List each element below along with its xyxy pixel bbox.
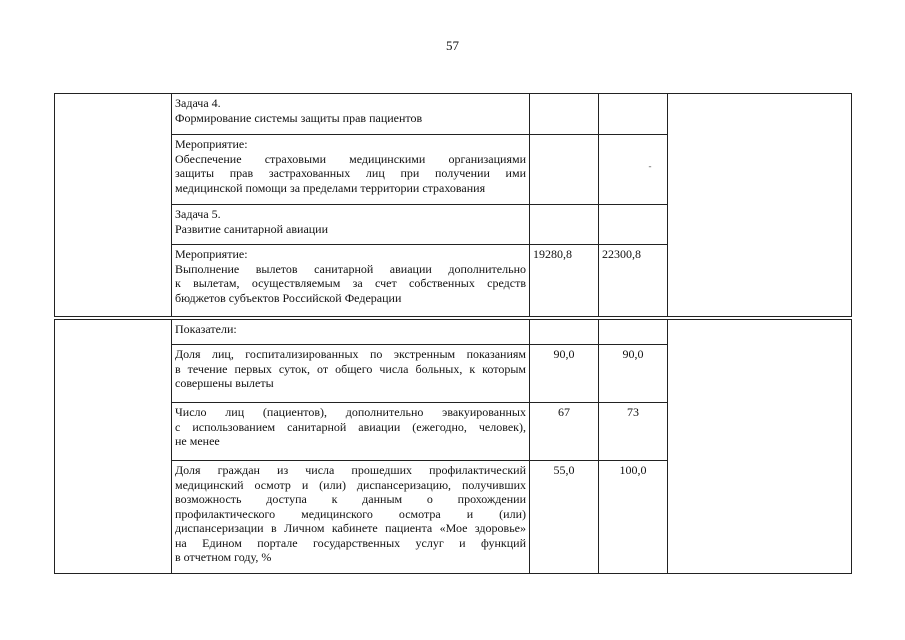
measure-1-cell [172,135,530,205]
indicator-1-line: Доля лиц, госпитализированных по экстренным показаниям [175,347,526,361]
table-row [55,94,852,135]
measure-1-label: Мероприятие: [175,137,248,151]
indicator-2-line: Число лиц (пациентов), дополнительно эвакуированных [175,405,526,419]
measure-2-line: к вылетам, осуществляемым за счет собственных средств [175,276,526,290]
indicator-3-line: в отчетном году, % [175,550,272,564]
value-cell [530,205,599,245]
value-cell: 90,0 [599,345,668,403]
right-cell [668,320,852,574]
value-cell: 19280,8 [530,245,599,317]
indicator-2-line: с использованием санитарной авиации (ежегодно, человек), [175,419,526,434]
task-4-text: Формирование системы защиты прав пациентов [175,110,423,125]
indicator-1-line: совершены вылеты [175,376,274,390]
indicator-3-line: на Едином портале государственных услуг и функций [175,535,526,550]
measure-2-line: бюджетов субъектов Российской Федерации [175,290,402,305]
value-cell: 22300,8 [599,245,668,317]
indicators-label: Показатели: [175,322,237,336]
indicator-3-line: профилактического медицинского осмотра и (или) [175,506,526,521]
value-cell [599,320,668,345]
measure-1-line: медицинской помощи за пределами территории страхования [175,180,486,195]
indicator-3-line: диспансеризации в Личном кабинете пациента «Мое здоровье» [175,521,526,535]
value-cell [530,94,599,135]
value-cell: 55,0 [530,461,599,574]
document-table-lower [54,319,852,574]
value-cell: 90,0 [530,345,599,403]
indicators-cell [172,320,530,345]
measure-1-line: защиты прав застрахованных лиц при получении ими [175,166,526,180]
indicator-3-cell [172,461,530,574]
measure-2-label: Мероприятие: [175,247,248,261]
value-cell [530,135,599,205]
indicator-3-line: Доля граждан из числа прошедших профилактический [175,463,526,477]
indicator-1-cell [172,345,530,403]
indicator-3-line: возможность доступа к данным о прохождении [175,492,526,506]
task-5-cell [172,205,530,245]
value-cell [599,205,668,245]
left-cell-group-2 [55,320,172,574]
indicator-3-line: медицинский осмотр и (или) диспансеризацию, получивших [175,477,526,492]
indicator-2-line: не менее [175,434,220,448]
left-cell-group-1 [55,94,172,317]
measure-2-cell [172,245,530,317]
measure-2-line: Выполнение вылетов санитарной авиации дополнительно [175,261,526,276]
task-5-title: Задача 5. [175,207,221,221]
value-cell [530,320,599,345]
table-row [55,320,852,345]
dash-mark: - [648,161,652,171]
page-number: 57 [446,38,459,53]
value-cell: 100,0 [599,461,668,574]
value-cell [599,135,668,205]
task-4-title: Задача 4. [175,96,221,110]
indicator-2-cell [172,403,530,461]
value-cell: 73 [599,403,668,461]
measure-1-line: Обеспечение страховыми медицинскими организациями [175,151,526,166]
value-cell: 67 [530,403,599,461]
right-cell [668,94,852,317]
indicator-1-line: в течение первых суток, от общего числа больных, к которым [175,361,526,376]
task-4-cell [172,94,530,135]
task-5-text: Развитие санитарной авиации [175,221,329,236]
document-table [54,93,852,317]
value-cell [599,94,668,135]
